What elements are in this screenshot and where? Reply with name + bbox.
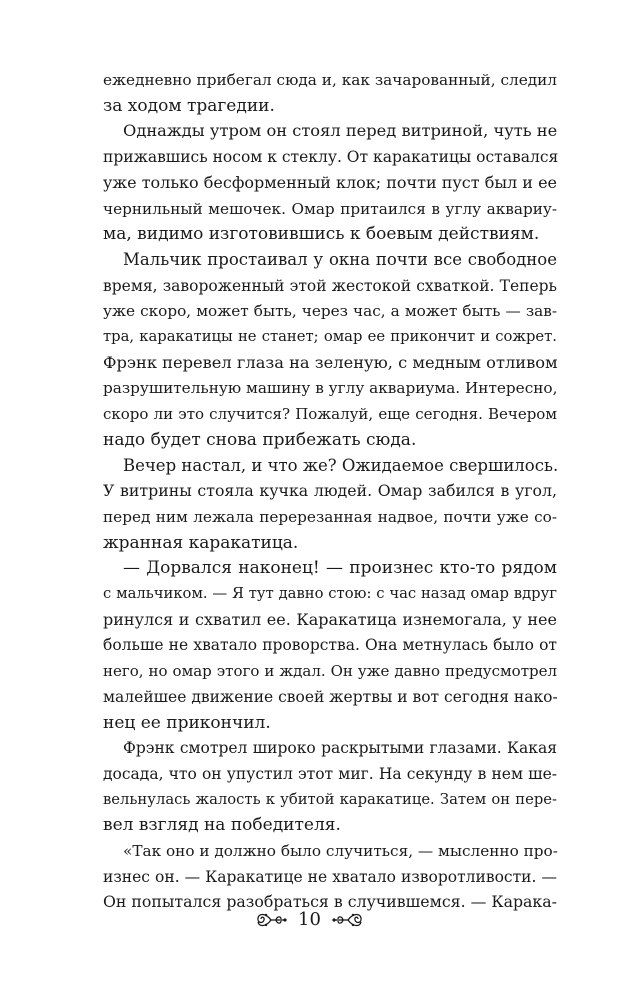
text-line: — Дорвался наконец! — произнес кто-то рядом xyxy=(123,558,557,579)
text-line: уже скоро, может быть, через час, а может быть — зав- xyxy=(103,302,557,321)
text-line: прижавшись носом к стеклу. От каракатицы оставался xyxy=(103,148,559,167)
text-line: вельнулась жалость к убитой каракатице. Затем он пере- xyxy=(103,790,557,808)
text-line: ежедневно прибегал сюда и, как зачарованный, следил xyxy=(103,71,557,89)
text-line: «Так оно и должно было случиться, — мысленно про- xyxy=(123,842,558,860)
text-line: вел взгляд на победителя. xyxy=(103,815,341,836)
text-line: Однажды утром он стоял перед витриной, чуть не xyxy=(123,121,558,141)
text-line: изнес он. — Каракатице не хватало изворотливости. — xyxy=(103,867,557,886)
text-line: него, но омар этого и ждал. Он уже давно предусмотрел xyxy=(103,662,557,681)
text-line: ма, видимо изготовившись к боевым действиям. xyxy=(103,224,540,245)
text-line: досада, что он упустил этот миг. На секунду в нем ше- xyxy=(103,764,557,783)
text-line: перед ним лежала перерезанная надвое, почти уже со- xyxy=(103,507,557,526)
text-line: малейшее движение своей жертвы и вот сегодня нако- xyxy=(103,687,558,706)
floral-ornament-icon xyxy=(331,909,365,931)
floral-ornament-icon xyxy=(254,909,288,931)
text-line: У витрины стояла кучка людей. Омар забился в угол, xyxy=(103,481,557,501)
text-line: с мальчиком. — Я тут давно стою: с час назад омар вдруг xyxy=(103,585,557,602)
text-line: разрушительную машину в углу аквариума. Интересно, xyxy=(103,379,558,398)
page-footer xyxy=(0,905,619,935)
text-line: нец ее прикончил. xyxy=(103,712,271,733)
text-line: тра, каракатицы не станет; омар ее прикончит и сожрет. xyxy=(103,328,557,345)
text-line: чернильный мешочек. Омар притаился в углу аквариу- xyxy=(103,199,557,218)
text-line: жранная каракатица. xyxy=(103,532,299,553)
text-line: Он попытался разобраться в случившемся. — Карака- xyxy=(103,892,557,912)
text-line: время, завороженный этой жестокой схваткой. Теперь xyxy=(103,276,557,295)
page-number: 10 xyxy=(298,909,321,930)
text-line: больше не хватало проворства. Она метнулась было от xyxy=(103,636,557,655)
text-line: уже только бесформенный клок; почти пуст был и ее xyxy=(103,172,557,192)
text-line: надо будет снова прибежать сюда. xyxy=(103,429,417,450)
text-line: за ходом трагедии. xyxy=(103,95,275,116)
text-line: ринулся и схватил ее. Каракатица изнемогала, у нее xyxy=(103,609,557,629)
text-line: Мальчик простаивал у окна почти все свободное xyxy=(123,249,557,269)
text-line: скоро ли это случится? Пожалуй, еще сегодня. Вечером xyxy=(103,405,557,424)
text-line: Вечер настал, и что же? Ожидаемое свершилось. xyxy=(123,455,559,475)
text-line: Фрэнк перевел глаза на зеленую, с медным отливом xyxy=(103,352,558,372)
text-line: Фрэнк смотрел широко раскрытыми глазами. Какая xyxy=(123,739,557,758)
